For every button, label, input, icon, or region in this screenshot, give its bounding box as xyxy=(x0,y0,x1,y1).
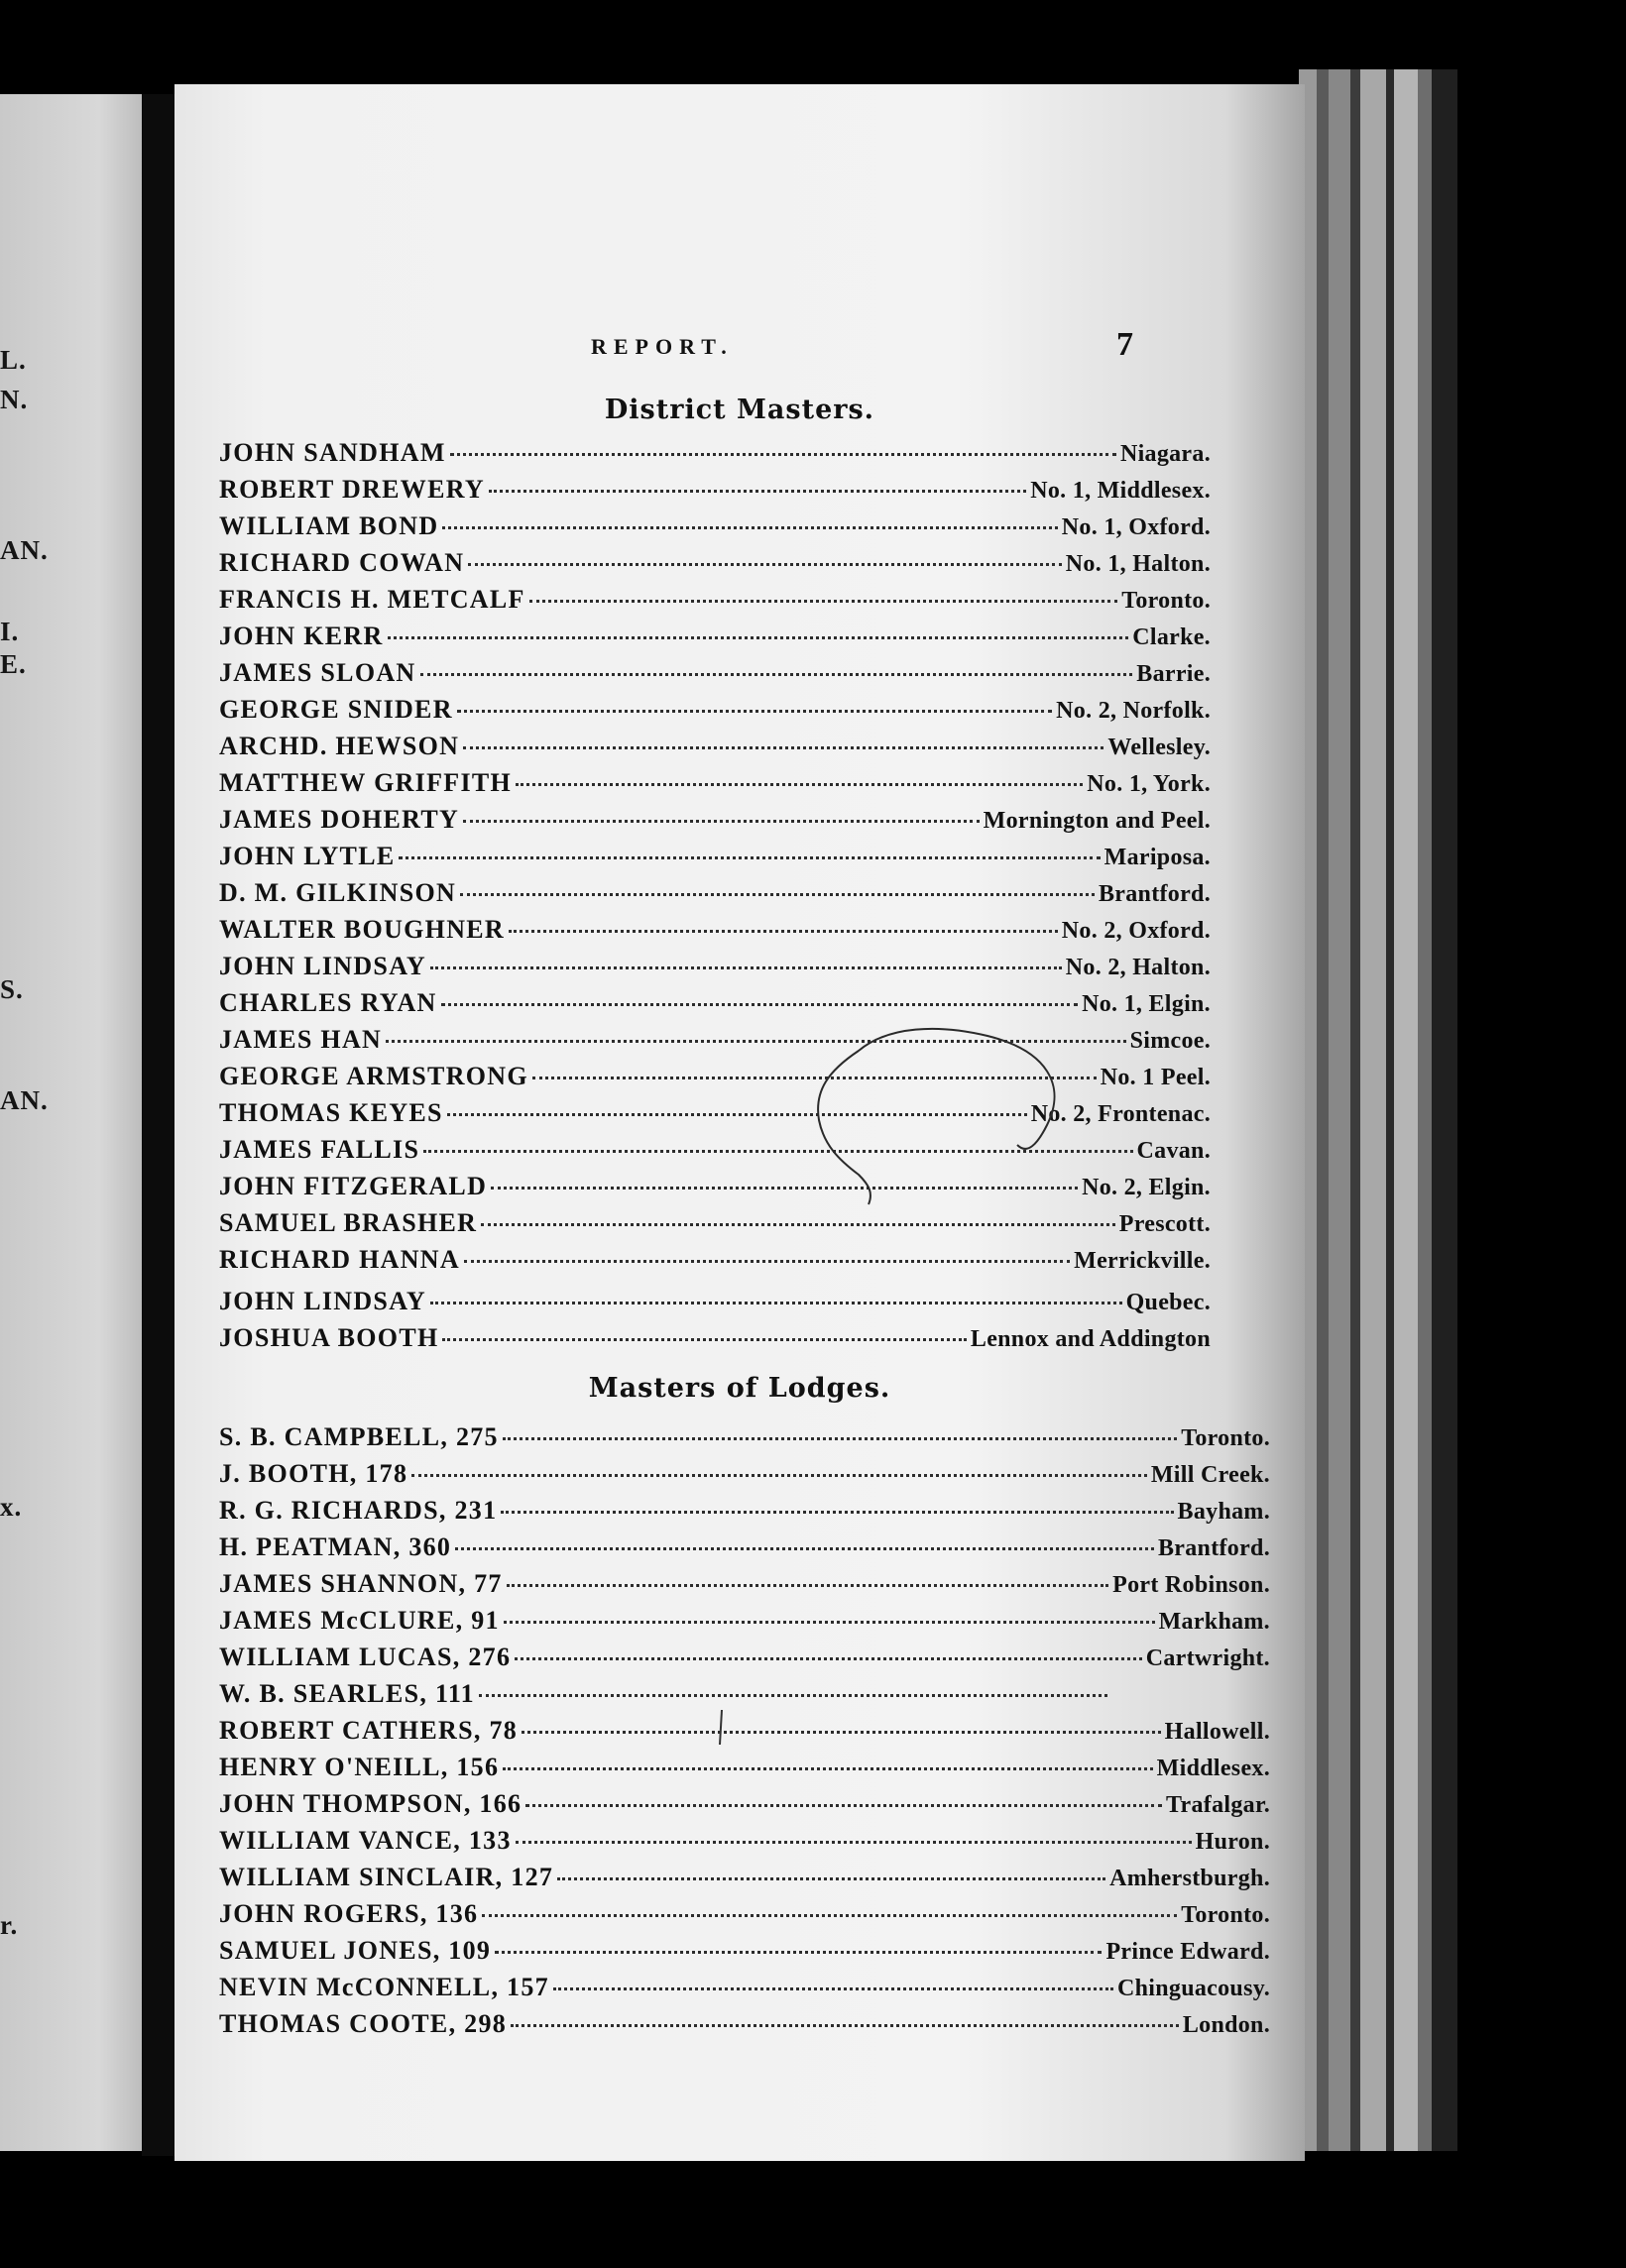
list-item xyxy=(219,1936,1270,1968)
leader-dots xyxy=(532,1077,1097,1079)
list-item xyxy=(219,1899,1270,1931)
leader-dots xyxy=(388,636,1129,639)
lodge-place: Bayham. xyxy=(1177,1499,1270,1525)
master-name: D. M. GILKINSON xyxy=(219,878,457,907)
lodge-place: Amherstburgh. xyxy=(1109,1866,1270,1891)
report-page xyxy=(174,84,1305,2161)
list-item xyxy=(219,622,1211,653)
master-name: RICHARD COWAN xyxy=(219,548,465,577)
list-item xyxy=(219,1245,1211,1277)
master-name: ARCHD. HEWSON xyxy=(219,732,460,760)
master-name: JAMES FALLIS xyxy=(219,1135,420,1164)
master-name: JOSHUA BOOTH xyxy=(219,1323,439,1352)
page-header xyxy=(174,326,1305,372)
lodge-place: Prince Edward. xyxy=(1105,1939,1270,1965)
list-item xyxy=(219,1643,1270,1674)
master-name: ROBERT DREWERY xyxy=(219,475,485,504)
leader-dots xyxy=(411,1474,1147,1477)
leader-dots xyxy=(463,746,1103,749)
list-item xyxy=(219,1606,1270,1638)
list-item xyxy=(219,1532,1270,1564)
leader-dots xyxy=(511,2024,1179,2027)
leader-dots xyxy=(516,1841,1192,1844)
page-number: 7 xyxy=(1116,326,1133,363)
master-name: THOMAS KEYES xyxy=(219,1098,443,1127)
leader-dots xyxy=(522,1731,1161,1734)
list-item xyxy=(219,1753,1270,1784)
list-item xyxy=(219,842,1211,873)
master-name: JOHN SANDHAM xyxy=(219,438,446,467)
lodge-place: Brantford. xyxy=(1158,1535,1270,1561)
master-name: WALTER BOUGHNER xyxy=(219,915,505,944)
leader-dots xyxy=(525,1804,1162,1807)
master-name: S. B. CAMPBELL, 275 xyxy=(219,1422,499,1451)
leader-dots xyxy=(386,1040,1125,1043)
list-item xyxy=(219,658,1211,690)
district-name: Toronto. xyxy=(1121,588,1211,614)
district-name: Mornington and Peel. xyxy=(983,808,1211,834)
list-item xyxy=(219,438,1211,470)
list-item xyxy=(219,511,1211,543)
district-name: No. 2, Norfolk. xyxy=(1056,698,1211,724)
master-name: W. B. SEARLES, 111 xyxy=(219,1679,475,1708)
leader-dots xyxy=(495,1951,1102,1954)
list-item xyxy=(219,768,1211,800)
list-item xyxy=(219,1569,1270,1601)
lodge-place: Middlesex. xyxy=(1156,1756,1270,1781)
master-name: GEORGE ARMSTRONG xyxy=(219,1062,528,1090)
district-name: Cavan. xyxy=(1136,1138,1211,1164)
previous-page-edge xyxy=(0,94,142,2151)
leader-dots xyxy=(479,1694,1107,1697)
lodge-place: Hallowell. xyxy=(1164,1719,1270,1745)
district-name: No. 2, Oxford. xyxy=(1061,918,1211,944)
leader-dots xyxy=(447,1113,1027,1116)
lodge-place: Cartwright. xyxy=(1145,1645,1270,1671)
master-name: R. G. RICHARDS, 231 xyxy=(219,1496,498,1525)
list-item xyxy=(219,1287,1211,1318)
page-edges xyxy=(1299,69,1457,2151)
leader-dots xyxy=(442,1338,966,1341)
leader-dots xyxy=(464,1260,1070,1263)
list-item xyxy=(219,1716,1270,1748)
district-name: Barrie. xyxy=(1136,661,1211,687)
list-item xyxy=(219,915,1211,947)
lodge-place: Toronto. xyxy=(1181,1902,1270,1928)
leader-dots xyxy=(463,820,980,823)
list-item xyxy=(219,732,1211,763)
list-item xyxy=(219,1863,1270,1894)
leader-dots xyxy=(529,600,1118,603)
left-page-fragment: E. xyxy=(0,649,27,679)
lodge-place: Chinguacousy. xyxy=(1117,1976,1270,2001)
lodge-place: Trafalgar. xyxy=(1166,1792,1270,1818)
list-item xyxy=(219,1826,1270,1858)
list-item xyxy=(219,1062,1211,1093)
lodge-place: Markham. xyxy=(1158,1609,1270,1635)
master-name: JAMES McCLURE, 91 xyxy=(219,1606,500,1635)
master-name: GEORGE SNIDER xyxy=(219,695,453,724)
left-page-fragment: L. xyxy=(0,345,27,375)
master-name: WILLIAM SINCLAIR, 127 xyxy=(219,1863,554,1891)
left-page-fragment: S. xyxy=(0,974,24,1004)
master-name: JOHN KERR xyxy=(219,622,384,650)
lodge-place: Huron. xyxy=(1195,1829,1270,1855)
master-name: JOHN LINDSAY xyxy=(219,952,426,980)
book-gutter xyxy=(142,94,174,2156)
lodge-place: Toronto. xyxy=(1181,1425,1270,1451)
leader-dots xyxy=(501,1511,1173,1514)
lodge-place: Mill Creek. xyxy=(1150,1462,1270,1488)
leader-dots xyxy=(503,1437,1177,1440)
district-name: No. 1 Peel. xyxy=(1100,1065,1211,1090)
district-name: Merrickville. xyxy=(1074,1248,1211,1274)
district-name: No. 2, Frontenac. xyxy=(1030,1101,1211,1127)
master-name: FRANCIS H. METCALF xyxy=(219,585,525,614)
district-name: Brantford. xyxy=(1099,881,1211,907)
list-item xyxy=(219,1172,1211,1203)
left-page-fragment: N. xyxy=(0,385,29,414)
list-item xyxy=(219,1973,1270,2004)
list-item xyxy=(219,475,1211,507)
leader-dots xyxy=(450,453,1116,456)
list-item xyxy=(219,695,1211,727)
master-name: WILLIAM BOND xyxy=(219,511,439,540)
left-page-fragment: I. xyxy=(0,617,20,646)
left-page-fragment: AN. xyxy=(0,535,49,565)
leader-dots xyxy=(420,673,1133,676)
leader-dots xyxy=(489,490,1026,493)
master-name: SAMUEL JONES, 109 xyxy=(219,1936,492,1965)
list-item xyxy=(219,1679,1111,1711)
leader-dots xyxy=(503,1767,1152,1770)
left-page-fragment: r. xyxy=(0,1910,19,1940)
master-name: JOHN LYTLE xyxy=(219,842,396,870)
leader-dots xyxy=(399,856,1100,859)
master-name: JOHN THOMPSON, 166 xyxy=(219,1789,523,1818)
list-item xyxy=(219,1496,1270,1528)
leader-dots xyxy=(491,1187,1078,1190)
list-item xyxy=(219,1422,1270,1454)
list-item xyxy=(219,805,1211,837)
master-name: WILLIAM VANCE, 133 xyxy=(219,1826,512,1855)
leader-dots xyxy=(557,1877,1105,1880)
district-name: Mariposa. xyxy=(1103,845,1211,870)
left-page-fragment: x. xyxy=(0,1492,23,1522)
master-name: J. BOOTH, 178 xyxy=(219,1459,408,1488)
list-item xyxy=(219,878,1211,910)
master-name: WILLIAM LUCAS, 276 xyxy=(219,1643,512,1671)
master-name: SAMUEL BRASHER xyxy=(219,1208,478,1237)
list-item xyxy=(219,1025,1211,1057)
master-name: H. PEATMAN, 360 xyxy=(219,1532,452,1561)
district-name: No. 1, Oxford. xyxy=(1061,514,1211,540)
leader-dots xyxy=(460,893,1095,896)
district-name: No. 2, Elgin. xyxy=(1082,1175,1211,1200)
master-name: JAMES HAN xyxy=(219,1025,383,1054)
leader-dots xyxy=(516,783,1083,786)
master-name: JOHN ROGERS, 136 xyxy=(219,1899,479,1928)
list-item xyxy=(219,988,1211,1020)
leader-dots xyxy=(441,1003,1078,1006)
leader-dots xyxy=(423,1150,1132,1153)
list-item xyxy=(219,1323,1211,1355)
leader-dots xyxy=(515,1657,1141,1660)
leader-dots xyxy=(509,930,1058,933)
left-page-fragment: AN. xyxy=(0,1085,49,1115)
leader-dots xyxy=(507,1584,1108,1587)
leader-dots xyxy=(504,1621,1155,1624)
list-item xyxy=(219,1459,1270,1491)
list-item xyxy=(219,585,1211,617)
list-item xyxy=(219,952,1211,983)
district-masters-heading: District Masters. xyxy=(604,395,875,425)
master-name: JOHN FITZGERALD xyxy=(219,1172,488,1200)
list-item xyxy=(219,1208,1211,1240)
master-name: CHARLES RYAN xyxy=(219,988,437,1017)
leader-dots xyxy=(430,1302,1122,1304)
list-item xyxy=(219,1789,1270,1821)
district-name: No. 2, Halton. xyxy=(1065,955,1211,980)
lodge-place: London. xyxy=(1182,2012,1270,2038)
district-name: Lennox and Addington xyxy=(970,1326,1211,1352)
district-name: Niagara. xyxy=(1119,441,1211,467)
list-item xyxy=(219,2009,1270,2041)
district-name: No. 1, Middlesex. xyxy=(1030,478,1211,504)
master-name: HENRY O'NEILL, 156 xyxy=(219,1753,500,1781)
list-item xyxy=(219,1098,1211,1130)
leader-dots xyxy=(457,710,1052,713)
district-name: Clarke. xyxy=(1132,624,1211,650)
district-name: No. 1, York. xyxy=(1087,771,1211,797)
leader-dots xyxy=(553,1987,1113,1990)
lodge-place: Port Robinson. xyxy=(1112,1572,1270,1598)
leader-dots xyxy=(481,1223,1115,1226)
master-name: JAMES DOHERTY xyxy=(219,805,460,834)
master-name: JOHN LINDSAY xyxy=(219,1287,426,1315)
district-name: No. 1, Halton. xyxy=(1065,551,1211,577)
leader-dots xyxy=(482,1914,1177,1917)
leader-dots xyxy=(468,563,1061,566)
district-name: Wellesley. xyxy=(1107,735,1211,760)
district-name: Quebec. xyxy=(1125,1290,1211,1315)
district-name: Prescott. xyxy=(1118,1211,1211,1237)
running-head: REPORT. xyxy=(591,334,734,359)
list-item xyxy=(219,1135,1211,1167)
master-name: JAMES SHANNON, 77 xyxy=(219,1569,503,1598)
district-name: Simcoe. xyxy=(1129,1028,1211,1054)
leader-dots xyxy=(430,966,1062,969)
masters-of-lodges-heading: Masters of Lodges. xyxy=(588,1373,891,1404)
master-name: ROBERT CATHERS, 78 xyxy=(219,1716,519,1745)
master-name: THOMAS COOTE, 298 xyxy=(219,2009,508,2038)
master-name: NEVIN McCONNELL, 157 xyxy=(219,1973,549,2001)
master-name: JAMES SLOAN xyxy=(219,658,416,687)
district-name: No. 1, Elgin. xyxy=(1082,991,1211,1017)
list-item xyxy=(219,548,1211,580)
master-name: RICHARD HANNA xyxy=(219,1245,460,1274)
leader-dots xyxy=(455,1547,1154,1550)
master-name: MATTHEW GRIFFITH xyxy=(219,768,513,797)
leader-dots xyxy=(442,526,1057,529)
